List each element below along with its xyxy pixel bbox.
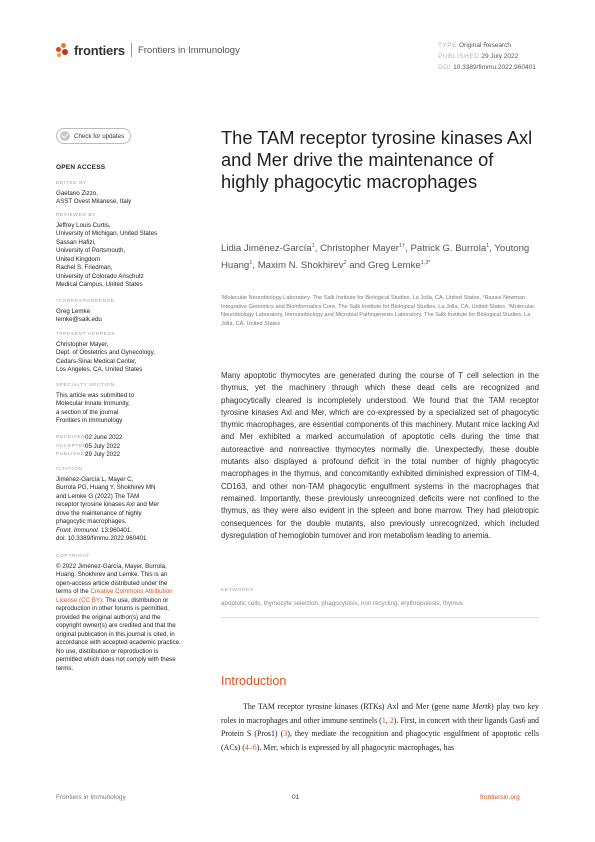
reference-link[interactable]: 4–6 xyxy=(244,742,257,752)
author-name[interactable]: Maxim N. Shokhirev xyxy=(257,260,344,272)
keywords-label: KEYWORDS xyxy=(221,588,254,593)
reviewer-line: Jeffrey Louis Curtis, xyxy=(56,221,111,229)
correspondence-heading: *CORRESPONDENCE xyxy=(56,299,115,304)
received-date: RECEIVED 02 June 2022 xyxy=(56,434,123,441)
edited-by-heading: EDITED BY xyxy=(56,181,87,186)
reviewer-line: Medical Campus, United States xyxy=(56,281,143,288)
article-meta xyxy=(438,40,536,73)
abstract: Many apoptotic thymocytes are generated during the course of T cell selection in the thymus, yet the machinery through which these dead cells are recognized and phagocytically cleared is incompletely understood. We found that the TAM receptor tyrosine kinases Axl and Mer, which are co-expressed by a specialized set of phagocytic thymic macrophages, are essential components of this machinery. Mutant mice lacking Axl and Mer exhibited a marked accumulation of apoptotic cells during the time that autoreactive and nonreactive thymocytes normally die. Unexpectedly, these double mutants also displayed a profound deficit in the total number of highly phagocytic macrophages in the thymus, and concomitantly exhibited diminished expression of TIM-4, CD163, and other non-TAM phagocytic engulfment systems in the macrophages that remained. Importantly, these previously unrecognized deficits were not confined to the thymus, as they were also evident in the spleen and bone marrow. They had pleiotropic consequences for the double mutants, also previously unrecognized, which included dysregulation of hemoglobin turnover and iron metabolism leading to anemia. xyxy=(221,371,539,540)
citation-section xyxy=(56,466,186,544)
footer-journal: Frontiers in Immunology xyxy=(56,794,126,801)
author-affiliation-marker: 2 xyxy=(343,260,347,267)
reviewer-line: University of Michigan, United States xyxy=(56,230,158,237)
logo-divider xyxy=(131,43,132,57)
license-link[interactable]: Creative Commons Attribution License (CC BY) xyxy=(56,588,173,604)
author-affiliation-marker: 1 xyxy=(249,260,253,267)
present-address-heading: †PRESENT ADDRESS xyxy=(56,332,116,337)
reviewer-line: Sassan Hafizi, xyxy=(56,238,96,246)
published-date: PUBLISHED 29 July 2022 xyxy=(56,451,121,458)
article-title: The TAM receptor tyrosine kinases Axl and Mer drive the maintenance of highly phagocytic macrophages xyxy=(221,127,533,192)
intro-text-run: ). First, in concert with their ligands Gas6 and Protein S (Pros1) ( xyxy=(221,715,539,739)
accepted-date: ACCEPTED 05 July 2022 xyxy=(56,442,121,450)
divider xyxy=(221,617,539,618)
author-affiliation-marker: 1 xyxy=(311,243,315,249)
dates-section xyxy=(56,434,186,460)
correspondence-email[interactable]: lemke@salk.edu xyxy=(56,316,102,323)
check-for-updates-label: Check for updates xyxy=(74,132,125,140)
footer-site-link[interactable]: frontiersin.org xyxy=(480,794,520,801)
editor-affiliation: ASST Ovest Milanese, Italy xyxy=(56,198,132,205)
citation-doi[interactable]: doi: 10.3389/fimmu.2022.960401 xyxy=(56,535,147,542)
intro-text-run: ). Mer, which is expressed by all phagocytic macrophages, has xyxy=(256,742,455,752)
citation-heading: CITATION xyxy=(56,467,83,472)
copyright-section xyxy=(56,553,184,673)
author-affiliation-marker: 1 xyxy=(486,243,490,249)
journal-name: Frontiers in Immunology xyxy=(137,44,240,56)
check-icon xyxy=(60,131,70,141)
citation-line: phagocytic macrophages. xyxy=(56,518,127,525)
reviewer-line: Rachel S. Friedman, xyxy=(56,264,113,271)
specialty-section xyxy=(56,382,186,426)
author-name[interactable]: Lidia Jiménez-García xyxy=(221,243,312,255)
reference-link[interactable]: 3 xyxy=(283,729,288,739)
copyright-heading: COPYRIGHT xyxy=(56,554,90,559)
intro-text-run: The TAM receptor tyrosine kinases (RTKs) Axl and Mer (gene name xyxy=(243,702,473,711)
reference-link[interactable]: 2 xyxy=(389,715,394,725)
present-address-section xyxy=(56,331,186,375)
editor-name: Gaetano Zizzo, xyxy=(56,189,98,197)
author-name[interactable]: and Greg Lemke xyxy=(349,260,421,272)
reviewer-line: United Kingdom xyxy=(56,255,101,263)
meta-type: TYPE Original Research xyxy=(438,42,512,49)
logo-wordmark: frontiers xyxy=(74,42,125,58)
specialty-line: Frontiers in Immunology xyxy=(56,417,123,424)
meta-published: PUBLISHED 29 July 2022 xyxy=(438,53,519,60)
reviewed-by-section xyxy=(56,212,186,290)
address-line: Christopher Mayer, xyxy=(56,340,109,348)
citation-line: Jiménez-García L, Mayer C, xyxy=(56,475,134,483)
author-affiliation-marker: 1,3* xyxy=(420,260,431,267)
edited-by-section xyxy=(56,180,186,207)
introduction-text xyxy=(221,700,539,754)
citation-line: receptor tyrosine kinases Axl and Mer xyxy=(56,501,160,508)
author-name[interactable]: Youtong Huang xyxy=(221,243,530,272)
reference-link[interactable]: 1 xyxy=(381,715,386,725)
page-number: 01 xyxy=(292,794,300,801)
affiliations: ¹Molecular Neurobiology Laboratory, The Salk Institute for Biological Studies, La Jolla, CA, United States, ²Razavi Newman Integrative Genomics and Bioinformatics Core, The Salk Institute for Biological Studies, La Jolla, CA, United States, ³Molecular Neurobiology Laboratory, Immunobiology and Microbial Pathogenesis Laboratory, The Salk Institute for Biological Studies, La Jolla, CA, United States xyxy=(221,295,535,327)
frontiers-logo[interactable] xyxy=(56,40,240,60)
intro-text-run: , xyxy=(385,715,390,725)
gene-name: Mertk xyxy=(472,702,491,711)
introduction-heading: Introduction xyxy=(221,674,287,688)
citation-line: Burrola PG, Huang Y, Shokhirev MN xyxy=(56,484,156,491)
keywords: apoptotic cells, thymocyte selection, phagocytosis, iron recycling, erythropoiesis, thymus xyxy=(221,600,463,607)
reviewed-by-heading: REVIEWED BY xyxy=(56,213,96,218)
correspondence-name: Greg Lemke xyxy=(56,307,91,315)
intro-text-run: ) play two key roles in macrophages and other immune sentinels ( xyxy=(221,702,539,725)
reviewer-line: University of Portsmouth, xyxy=(56,247,126,254)
address-line: Cedars-Sinai Medical Center, xyxy=(56,357,137,365)
author-name[interactable]: Christopher Mayer xyxy=(320,243,399,255)
specialty-line: This article was submitted to xyxy=(56,391,135,399)
meta-doi: DOI 10.3389/fimmu.2022.960401 xyxy=(438,64,536,71)
specialty-line: a section of the journal xyxy=(56,408,119,416)
copyright-text: © 2022 Jiménez-García, Mayer, Burrola, Huang, Shokhirev and Lemke. This is an open-access article distributed under the terms of the Creative Commons Attribution License (CC BY). The use, distribution or reproduction in other forums is permitted, provided the original author(s) and the copyright owner(s) are credited and that the original publication in this journal is cited, in accordance with accepted academic practice. No use, distribution or reproduction is permitted which does not comply with these terms. xyxy=(56,562,181,672)
correspondence-section xyxy=(56,298,186,325)
reviewer-line: University of Colorado Anschutz xyxy=(56,272,144,280)
open-access-label: OPEN ACCESS xyxy=(56,164,106,171)
citation-line: and Lemke G (2022) The TAM xyxy=(56,492,140,500)
citation-journal: Front. Immunol. 13:960401. xyxy=(56,526,133,534)
author-name[interactable]: Patrick G. Burrola xyxy=(410,243,487,255)
specialty-line: Molecular Innate Immunity, xyxy=(56,400,130,407)
intro-text-run: ), they mediate the recognition and phagocytic engulfment of apoptotic cells (ACs) ( xyxy=(221,729,539,752)
specialty-heading: SPECIALTY SECTION xyxy=(56,383,115,388)
author-list: Lidia Jiménez-García$^1$, Christopher Mayer$^{1\dagger}$, Patrick G. Burrola$^1$, Youtong Huang$^1$, Maxim N. Shokhirev$^2$ and Greg Lemke$^{1,3*}$ xyxy=(221,243,530,272)
frontiers-logo-icon xyxy=(56,43,70,57)
check-for-updates-button[interactable] xyxy=(56,128,131,144)
author-affiliation-marker: 1† xyxy=(398,243,406,249)
citation-line: drive the maintenance of highly xyxy=(56,509,142,517)
address-line: Los Angeles, CA, United States xyxy=(56,366,143,373)
address-line: Dept. of Obstetrics and Gynecology, xyxy=(56,349,155,356)
